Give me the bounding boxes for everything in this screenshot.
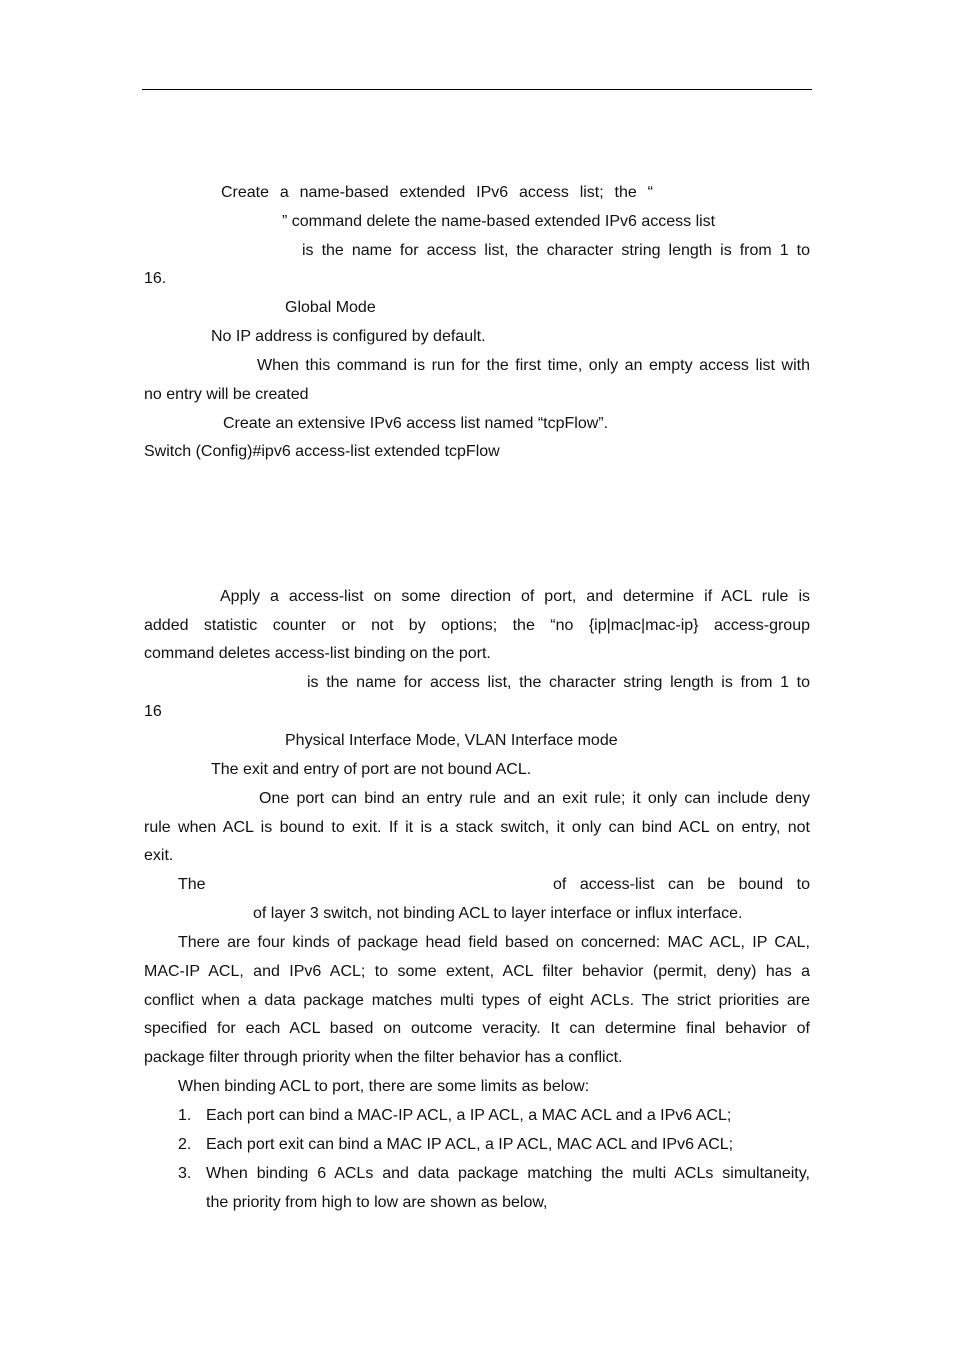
s2-parameter-line-1: is the name for access list, the character string length is from 1 to [307,674,810,691]
list-item-text: Each port exit can bind a MAC IP ACL, a IP ACL, MAC ACL and IPv6 ACL; [206,1136,734,1153]
list-item-number: 1. [178,1107,192,1124]
s2-function-line-3: command deletes access-list binding on the port. [144,645,491,662]
s2-usage-line-3: exit. [144,847,174,864]
s2-paragraph-line-2: MAC-IP ACL, and IPv6 ACL; to some extent, ACL filter behavior (permit, deny) has a [144,963,810,980]
s2-usage-line-1: One port can bind an entry rule and an exit rule; it only can include deny [259,790,810,807]
s1-parameter-line-2: 16. [144,270,167,287]
s2-binding-line-1b: of access-list can be bound to [553,876,810,893]
s2-usage-line-2: rule when ACL is bound to exit. If it is a stack switch, it only can bind ACL on entry, not [144,819,810,836]
s2-paragraph-line-3: conflict when a data package matches multi types of eight ACLs. The strict priorities are [144,992,810,1009]
list-item-text-continued: the priority from high to low are shown as below, [206,1194,548,1211]
list-item-number: 3. [178,1165,192,1182]
s1-example-command: Switch (Config)#ipv6 access-list extended tcpFlow [144,443,500,460]
s1-function-line-2: ” command delete the name-based extended IPv6 access list [282,213,716,230]
s2-binding-line-1a: The [178,876,206,893]
s2-default: The exit and entry of port are not bound ACL. [211,761,532,778]
s1-default: No IP address is configured by default. [211,328,486,345]
s2-limits-intro: When binding ACL to port, there are some limits as below: [178,1078,590,1095]
list-item-text: When binding 6 ACLs and data package matching the multi ACLs simultaneity, [206,1165,810,1182]
s1-function-line-1: Create a name-based extended IPv6 access list; the “ [221,184,653,201]
s2-paragraph-line-1: There are four kinds of package head field based on concerned: MAC ACL, IP CAL, [178,934,810,951]
s2-function-line-2: added statistic counter or not by options; the “no {ip|mac|mac-ip} access-group [144,617,810,634]
s1-parameter-line-1: is the name for access list, the character string length is from 1 to [302,242,810,259]
s2-binding-line-2: of layer 3 switch, not binding ACL to layer interface or influx interface. [253,905,743,922]
s1-usage-line-1: When this command is run for the first time, only an empty access list with [257,357,810,374]
s2-parameter-line-2: 16 [144,703,162,720]
s2-paragraph-line-4: specified for each ACL based on outcome veracity. It can determine final behavior of [144,1020,810,1037]
s2-paragraph-line-5: package filter through priority when the filter behavior has a conflict. [144,1049,623,1066]
list-item-text: Each port can bind a MAC-IP ACL, a IP ACL, a MAC ACL and a IPv6 ACL; [206,1107,732,1124]
header-rule [142,89,812,90]
s1-example-description: Create an extensive IPv6 access list named “tcpFlow”. [223,415,609,432]
s1-command-mode: Global Mode [285,299,376,316]
list-item-number: 2. [178,1136,192,1153]
s2-command-mode: Physical Interface Mode, VLAN Interface mode [285,732,618,749]
s1-usage-line-2: no entry will be created [144,386,309,403]
s2-function-line-1: Apply a access-list on some direction of port, and determine if ACL rule is [220,588,810,605]
